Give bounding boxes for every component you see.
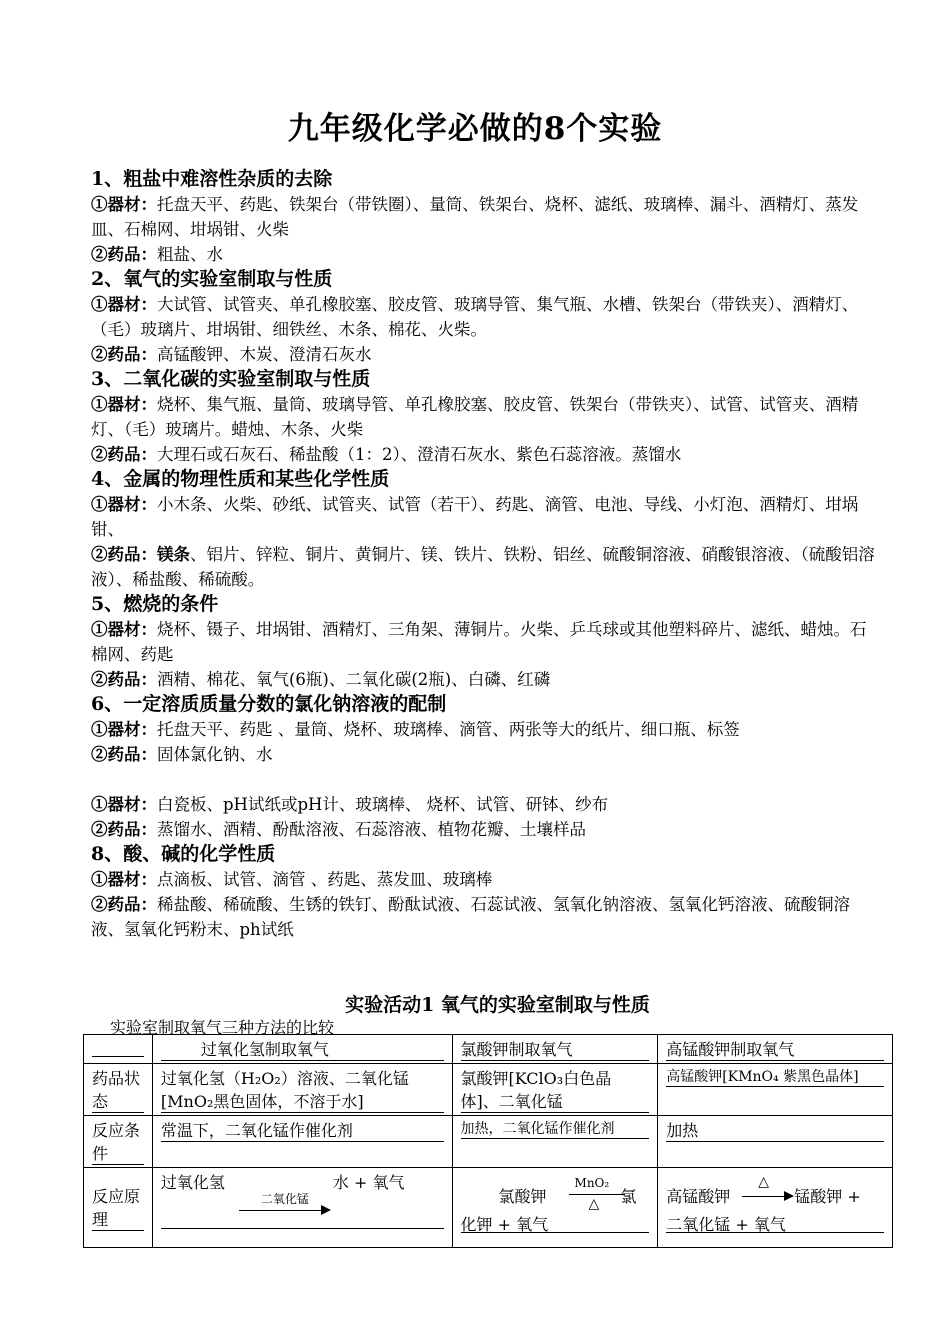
equipment-line: ①器材：托盘天平、药匙、铁架台（带铁圈）、量筒、铁架台、烧杯、滤纸、玻璃棒、漏斗、酒精灯、蒸发皿、石棉网、坩埚钳、火柴	[91, 195, 859, 239]
reagent-line: ②药品：蒸馏水、酒精、酚酞溶液、石蕊溶液、植物花瓣、土壤样品	[91, 820, 586, 839]
table-cell: 加热，二氧化锰作催化剂	[452, 1116, 658, 1168]
reaction-arrow	[742, 1184, 794, 1204]
table-row	[84, 1064, 893, 1116]
equipment-line: ①器材：小木条、火柴、砂纸、试管夹、试管（若干）、药匙、滴管、电池、导线、小灯泡、酒精灯、坩埚钳、	[91, 495, 859, 539]
equipment-line: ①器材：白瓷板、pH试纸或pH计、玻璃棒、 烧杯、试管、研钵、纱布	[91, 795, 609, 814]
reagent-line: ②药品：高锰酸钾、木炭、澄清石灰水	[91, 345, 372, 364]
table-cell: 常温下，二氧化锰作催化剂	[152, 1116, 452, 1168]
table-cell: 氯酸钾[KClO₃白色晶体]、二氧化锰	[452, 1064, 658, 1116]
row-label: 药品状态	[84, 1064, 153, 1116]
table-cell: 过氧化氢（H₂O₂）溶液、二氧化锰[MnO₂黑色固体，不溶于水]	[152, 1064, 452, 1116]
table-cell: 氯酸钾 MnO₂ △ 氯 化钾 + 氧气	[452, 1168, 658, 1248]
experiment-list	[91, 167, 881, 942]
activity-title: 实验活动1 氧气的实验室制取与性质	[345, 994, 650, 1016]
header-cell: 高锰酸钾制取氧气	[658, 1035, 893, 1064]
page-title: 九年级化学必做的8个实验	[287, 111, 663, 147]
reagent-line: ②药品：固体氯化钠、水	[91, 745, 273, 764]
reagent-line: ②药品：镁条、铝片、锌粒、铜片、黄铜片、镁、铁片、铁粉、铝丝、硫酸铜溶液、硝酸银溶液、（硫酸铝溶液）、稀盐酸、稀硫酸。	[91, 545, 875, 589]
table-caption: 实验室制取氧气三种方法的比较	[110, 1018, 335, 1037]
header-cell: 过氧化氢制取氧气	[152, 1035, 452, 1064]
section-heading: 4、金属的物理性质和某些化学性质	[91, 468, 390, 490]
table-cell: 高锰酸钾 △ 锰酸钾 + 二氧化锰 + 氧气	[658, 1168, 893, 1248]
reagent-line: ②药品：大理石或石灰石、稀盐酸（1：2）、澄清石灰水、紫色石蕊溶液。蒸馏水	[91, 445, 682, 464]
table-row	[84, 1168, 893, 1248]
header-cell: 氯酸钾制取氧气	[452, 1035, 658, 1064]
equipment-line: ①器材：托盘天平、药匙 、量筒、烧杯、玻璃棒、滴管、两张等大的纸片、细口瓶、标签	[91, 720, 740, 739]
reagent-line: ②药品：粗盐、水	[91, 245, 223, 264]
table-cell: 高锰酸钾[KMnO₄ 紫黑色晶体]	[658, 1064, 893, 1116]
table-cell: 过氧化氢 水 + 氧气 二氧化锰	[152, 1168, 452, 1248]
table-header-row	[84, 1035, 893, 1064]
header-cell	[84, 1035, 153, 1064]
section-heading: 6、一定溶质质量分数的氯化钠溶液的配制	[91, 693, 447, 715]
section-heading: 3、二氧化碳的实验室制取与性质	[91, 368, 371, 390]
row-label: 反应原理	[84, 1168, 153, 1248]
equipment-line: ①器材：烧杯、镊子、坩埚钳、酒精灯、三角架、薄铜片。火柴、乒乓球或其他塑料碎片、滤纸、蜡烛。石棉网、药匙	[91, 620, 867, 664]
table-cell: 加热	[658, 1116, 893, 1168]
equipment-line: ①器材：点滴板、试管、滴管 、药匙、蒸发皿、玻璃棒	[91, 870, 493, 889]
section-heading: 1、粗盐中难溶性杂质的去除	[91, 168, 333, 190]
equipment-line: ①器材：大试管、试管夹、单孔橡胶塞、胶皮管、玻璃导管、集气瓶、水槽、铁架台（带铁夹）、酒精灯、（毛）玻璃片、坩埚钳、细铁丝、木条、棉花、火柴。	[91, 295, 859, 339]
section-heading: 5、燃烧的条件	[91, 593, 219, 615]
oxygen-comparison-table	[83, 1034, 893, 1248]
reagent-line: ②药品：酒精、棉花、氧气(6瓶)、二氧化碳(2瓶)、白磷、红磷	[91, 670, 551, 689]
equipment-line: ①器材：烧杯、集气瓶、量筒、玻璃导管、单孔橡胶塞、胶皮管、铁架台（带铁夹）、试管、试管夹、酒精灯、（毛）玻璃片。蜡烛、木条、火柴	[91, 395, 859, 439]
table-row	[84, 1116, 893, 1168]
section-heading: 8、酸、碱的化学性质	[91, 843, 276, 865]
reaction-arrow	[239, 1198, 331, 1218]
row-label: 反应条件	[84, 1116, 153, 1168]
blank-heading	[91, 767, 881, 792]
section-heading: 2、氧气的实验室制取与性质	[91, 268, 333, 290]
reagent-line: ②药品：稀盐酸、稀硫酸、生锈的铁钉、酚酞试液、石蕊试液、氢氧化钠溶液、氢氧化钙溶液、硫酸铜溶液、氢氧化钙粉末、ph试纸	[91, 895, 850, 939]
